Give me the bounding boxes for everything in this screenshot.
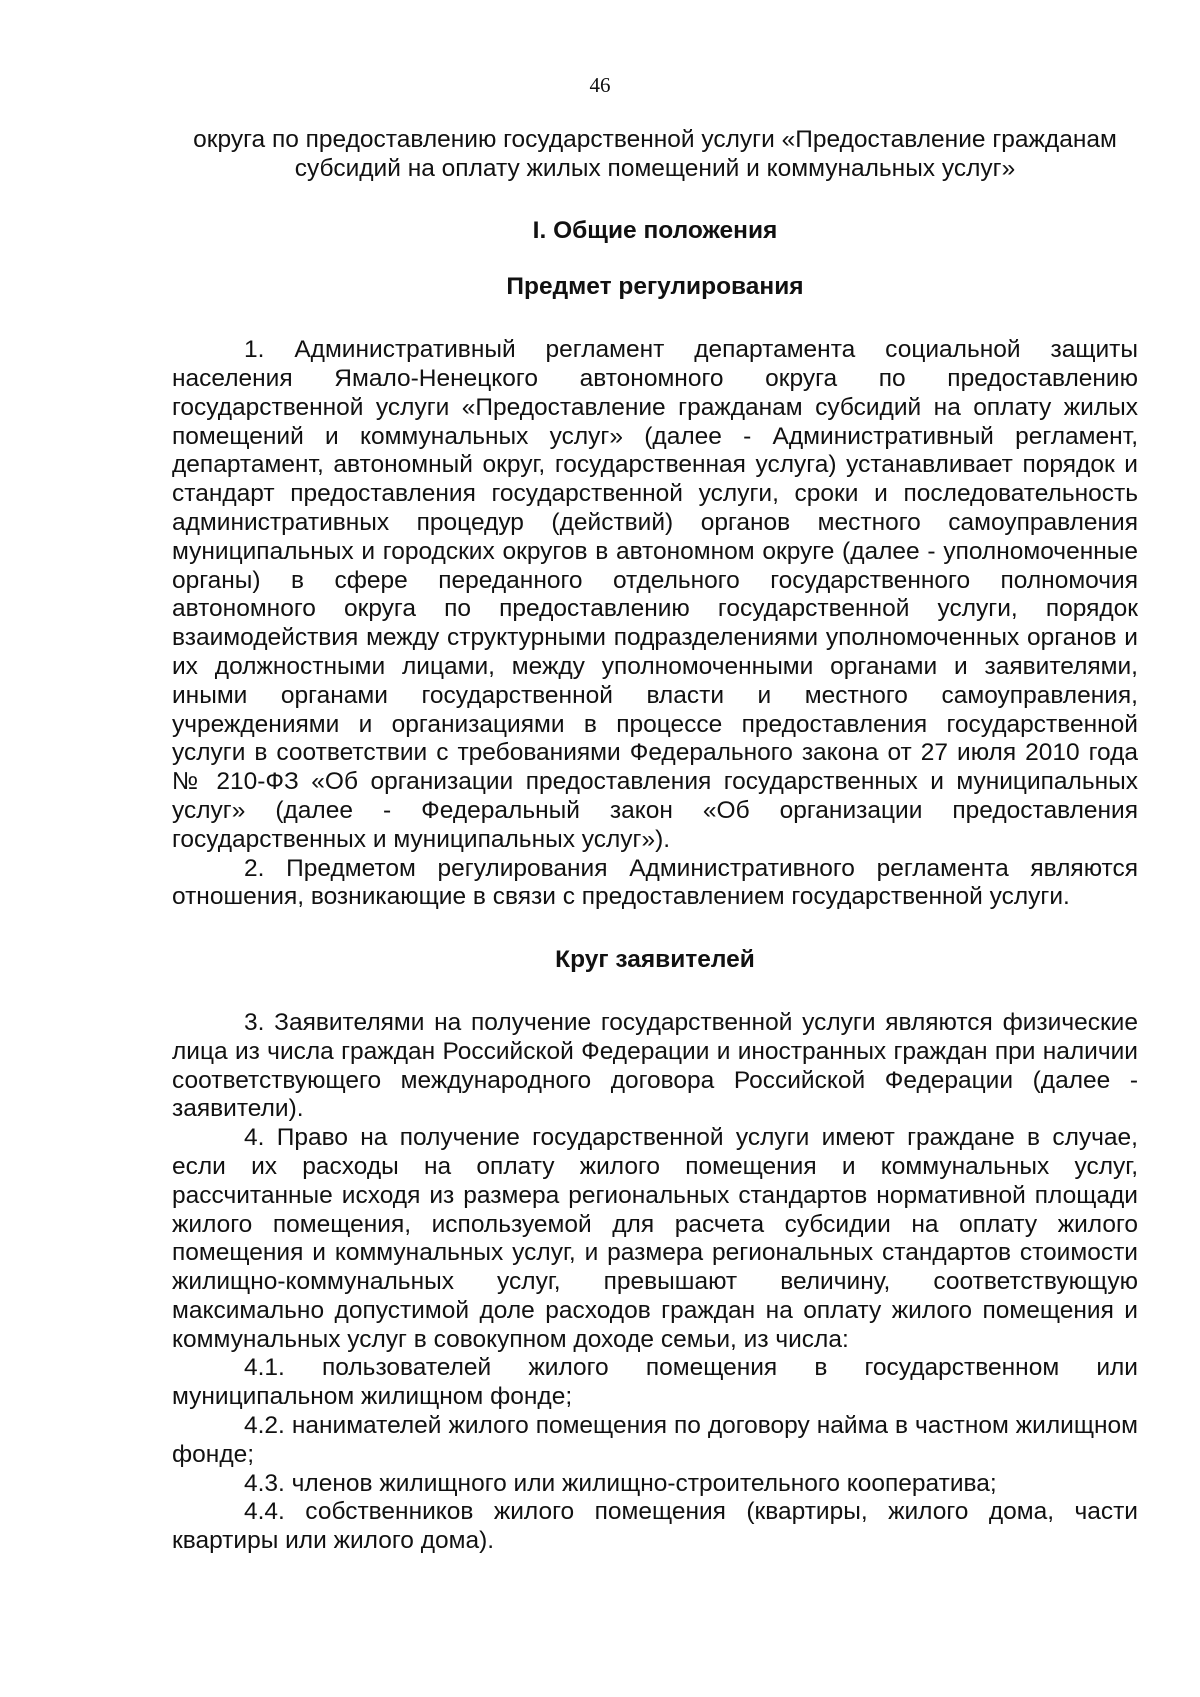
paragraph-4: 4. Право на получение государственной услуги имеют граждане в случае, если их расходы на оплату жилого помещения и коммунальных услуг, рассчитанные исходя из размера региональных стандартов нормативной площади жилого помещения, используемой для расчета субсидии на оплату жилого помещения и коммунальных услуг, и размера региональных стандартов стоимости жилищно-коммунальных услуг, превышают величину, соответствующую максимально допустимой доле расходов граждан на оплату жилого помещения и коммунальных услуг в совокупном доходе семьи, из числа: [172, 1124, 1138, 1353]
document-body [172, 126, 1138, 1556]
paragraph-4-4: 4.4. собственников жилого помещения (квартиры, жилого дома, части квартиры или жилого дома). [172, 1498, 1138, 1555]
paragraph-2: 2. Предметом регулирования Административного регламента являются отношения, возникающие в связи с предоставлением государственной услуги. [172, 854, 1138, 911]
applicants-heading: Круг заявителей [555, 946, 755, 974]
paragraph-4-3: 4.3. членов жилищного или жилищно-строительного кооператива; [244, 1469, 997, 1497]
subject-heading: Предмет регулирования [506, 273, 804, 301]
paragraph-1: 1. Административный регламент департамента социальной защиты населения Ямало-Ненецкого автономного округа по предоставлению государственной услуги «Предоставление гражданам субсидий на оплату жилых помещений и коммунальных услуг» (далее - Административный регламент, департамент, автономный округ, государственная услуга) устанавливает порядок и стандарт предоставления государственной услуги, сроки и последовательность административных процедур (действий) органов местного самоуправления муниципальных и городских округов в автономном округе (далее - уполномоченные органы) в сфере переданного отдельного государственного полномочия автономного округа по предоставлению государственной услуги, порядок взаимодействия между структурными подразделениями уполномоченных органов и их должностными лицами, между уполномоченными органами и заявителями, иными органами государственной власти и местного самоуправления, учреждениями и организациями в процессе предоставления государственной услуги в соответствии с требованиями Федерального закона от 27 июля 2010 года № 210-ФЗ «Об организации предоставления государственных и муниципальных услуг» (далее - Федеральный закон «Об организации предоставления государственных и муниципальных услуг»). [172, 336, 1138, 853]
paragraph-3: 3. Заявителями на получение государственной услуги являются физические лица из числа граждан Российской Федерации и иностранных граждан при наличии соответствующего международного договора Российской Федерации (далее - заявители). [172, 1008, 1138, 1123]
paragraph-4-1: 4.1. пользователей жилого помещения в государственном или муниципальном жилищном фонде; [172, 1354, 1138, 1411]
document-title: округа по предоставлению государственной услуги «Предоставление гражданам субсидий на оплату жилых помещений и коммунальных услуг» [193, 126, 1117, 182]
section-heading: I. Общие положения [532, 216, 778, 244]
page-number: 46 [589, 73, 611, 97]
paragraph-4-2: 4.2. нанимателей жилого помещения по договору найма в частном жилищном фонде; [172, 1412, 1138, 1468]
